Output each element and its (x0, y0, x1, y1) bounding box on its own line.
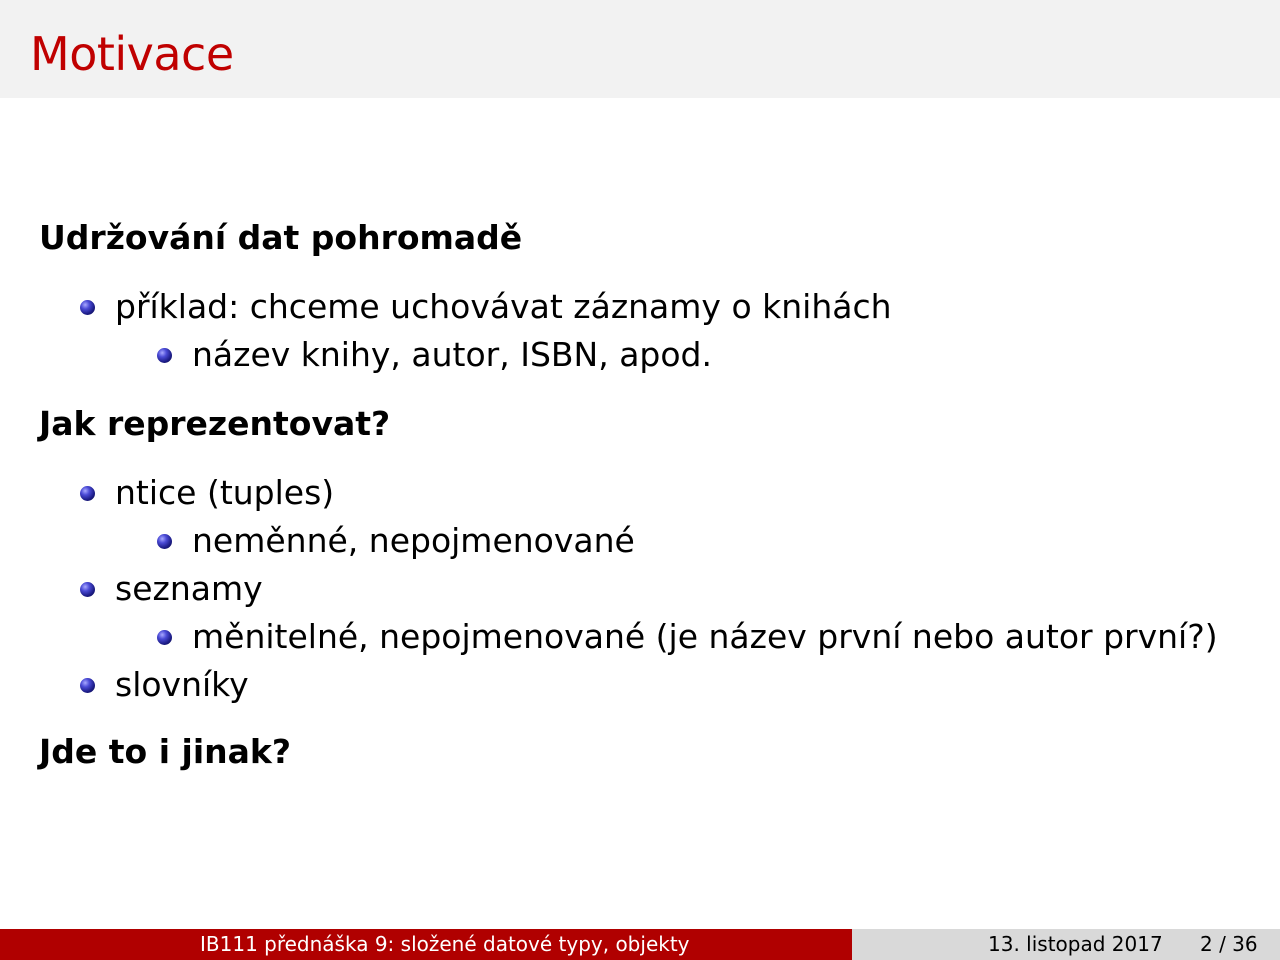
list-item: neměnné, nepojmenované (192, 521, 635, 560)
bullet-icon (157, 348, 172, 363)
list-item: příklad: chceme uchovávat záznamy o knihách (115, 287, 892, 326)
list-item: měnitelné, nepojmenované (je název první nebo autor první?) (192, 617, 1218, 656)
list-item: slovníky (115, 665, 249, 704)
footer-left-panel (0, 929, 852, 960)
bullet-icon (157, 630, 172, 645)
bullet-icon (157, 534, 172, 549)
bullet-icon (80, 678, 95, 693)
bullet-icon (80, 582, 95, 597)
footer-date: 13. listopad 2017 (988, 932, 1163, 956)
section-heading: Jak reprezentovat? (39, 404, 391, 443)
list-item: seznamy (115, 569, 263, 608)
slide-title: Motivace (30, 27, 234, 81)
list-item: název knihy, autor, ISBN, apod. (192, 335, 712, 374)
bullet-icon (80, 486, 95, 501)
list-item: ntice (tuples) (115, 473, 335, 512)
section-heading: Udržování dat pohromadě (39, 218, 523, 257)
footer (0, 929, 1280, 960)
section-heading: Jde to i jinak? (39, 732, 291, 771)
footer-lecture-title: IB111 přednáška 9: složené datové typy, objekty (200, 932, 690, 956)
bullet-icon (80, 300, 95, 315)
page-number: 2 / 36 (1200, 932, 1258, 956)
